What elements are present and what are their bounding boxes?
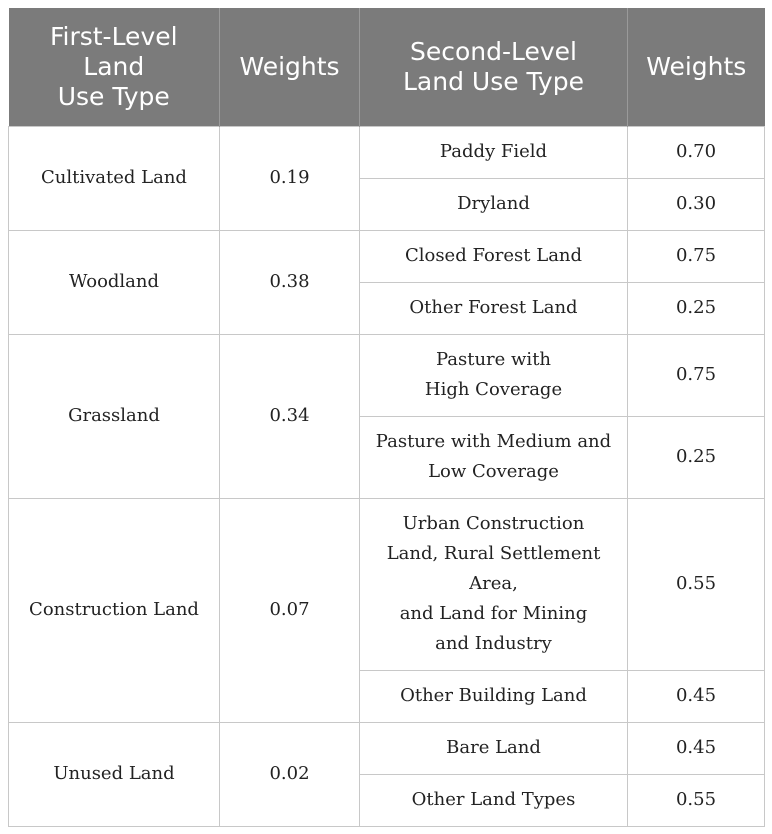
header-second-level-type: Second-Level Land Use Type — [360, 8, 628, 126]
second-level-type-cell: Urban Construction Land, Rural Settlement Area, and Land for Mining and Industry — [360, 498, 628, 670]
second-level-weight-cell: 0.45 — [628, 722, 765, 774]
second-level-weight-cell: 0.30 — [628, 178, 765, 230]
second-level-weight-cell: 0.55 — [628, 498, 765, 670]
first-level-type-cell: Woodland — [9, 230, 220, 334]
first-level-weight-cell: 0.38 — [220, 230, 360, 334]
land-use-weights-table — [8, 8, 765, 827]
table-row — [9, 722, 765, 774]
header-second-level-weights: Weights — [628, 8, 765, 126]
second-level-type-cell: Paddy Field — [360, 126, 628, 178]
header-first-level-type: First-Level Land Use Type — [9, 8, 220, 126]
second-level-weight-cell: 0.25 — [628, 416, 765, 498]
first-level-type-cell: Grassland — [9, 334, 220, 498]
second-level-weight-cell: 0.75 — [628, 230, 765, 282]
second-level-type-cell: Pasture with High Coverage — [360, 334, 628, 416]
second-level-type-cell: Bare Land — [360, 722, 628, 774]
table-row — [9, 126, 765, 178]
table-row — [9, 498, 765, 670]
first-level-type-cell: Unused Land — [9, 722, 220, 826]
second-level-type-cell: Other Forest Land — [360, 282, 628, 334]
table-header — [9, 8, 765, 126]
second-level-type-cell: Pasture with Medium and Low Coverage — [360, 416, 628, 498]
table-row — [9, 334, 765, 416]
second-level-weight-cell: 0.70 — [628, 126, 765, 178]
first-level-weight-cell: 0.02 — [220, 722, 360, 826]
second-level-type-cell: Dryland — [360, 178, 628, 230]
first-level-weight-cell: 0.07 — [220, 498, 360, 722]
second-level-weight-cell: 0.25 — [628, 282, 765, 334]
second-level-weight-cell: 0.45 — [628, 670, 765, 722]
header-first-level-weights: Weights — [220, 8, 360, 126]
first-level-type-cell: Cultivated Land — [9, 126, 220, 230]
second-level-type-cell: Other Land Types — [360, 774, 628, 826]
second-level-type-cell: Closed Forest Land — [360, 230, 628, 282]
table-row — [9, 230, 765, 282]
second-level-weight-cell: 0.55 — [628, 774, 765, 826]
first-level-weight-cell: 0.19 — [220, 126, 360, 230]
header-row — [9, 8, 765, 126]
second-level-type-cell: Other Building Land — [360, 670, 628, 722]
second-level-weight-cell: 0.75 — [628, 334, 765, 416]
first-level-weight-cell: 0.34 — [220, 334, 360, 498]
first-level-type-cell: Construction Land — [9, 498, 220, 722]
table-body — [9, 126, 765, 826]
